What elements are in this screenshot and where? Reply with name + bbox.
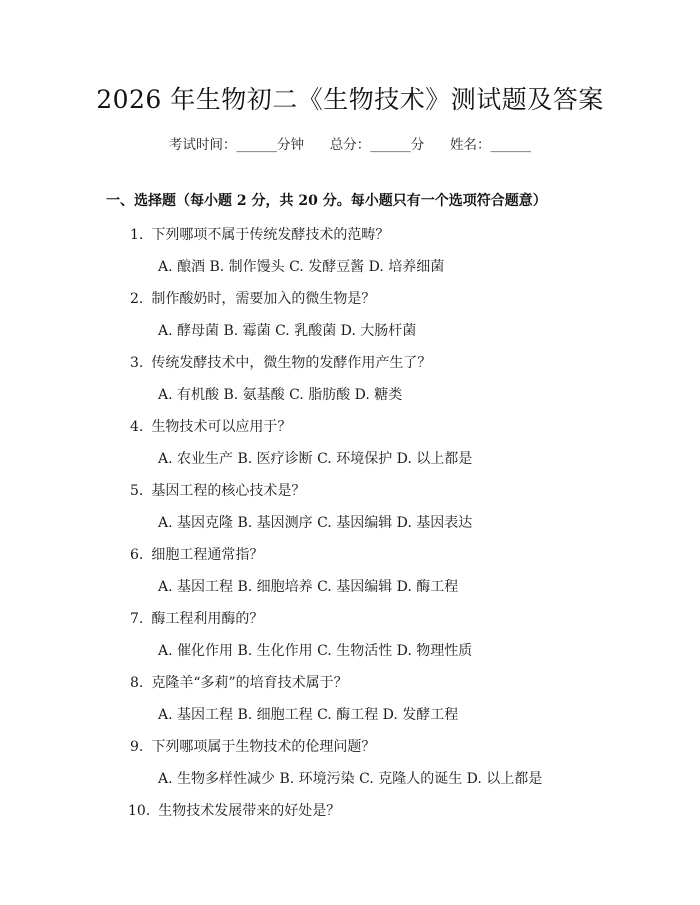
question-number: 3. [130,355,144,371]
question-stem: 克隆羊“多莉”的培育技术属于？ [151,675,348,691]
question-stem: 传统发酵技术中，微生物的发酵作用产生了？ [151,355,432,371]
question-9-options: A. 生物多样性减少 B. 环境污染 C. 克隆人的诞生 D. 以上都是 [158,771,543,787]
question-5 [130,480,305,500]
question-stem: 酶工程利用酶的？ [151,611,264,627]
question-stem: 制作酸奶时，需要加入的微生物是？ [151,291,376,307]
question-5-options: A. 基因克隆 B. 基因测序 C. 基因编辑 D. 基因表达 [158,515,473,531]
question-number: 5. [130,483,144,499]
question-stem: 下列哪项不属于传统发酵技术的范畴？ [151,227,390,243]
section-heading: 一、选择题（每小题 2 分，共 20 分。每小题只有一个选项符合题意） [106,193,547,209]
question-7 [130,608,263,628]
question-stem: 细胞工程通常指？ [151,547,264,563]
question-1 [130,224,389,244]
question-8 [130,672,348,692]
question-1-options: A. 酿酒 B. 制作馒头 C. 发酵豆酱 D. 培养细菌 [158,259,445,275]
question-3-options: A. 有机酸 B. 氨基酸 C. 脂肪酸 D. 糖类 [158,387,403,403]
question-number: 1. [130,227,144,243]
question-stem: 基因工程的核心技术是？ [151,483,306,499]
question-number: 4. [130,419,144,435]
document-title: 2026 年生物初二《生物技术》测试题及答案 [96,85,604,114]
question-8-options: A. 基因工程 B. 细胞工程 C. 酶工程 D. 发酵工程 [158,707,459,723]
question-number: 6. [130,547,144,563]
question-3 [130,352,431,372]
question-10 [128,800,340,820]
question-stem: 下列哪项属于生物技术的伦理问题？ [151,739,376,755]
question-number: 10. [128,803,151,819]
question-6 [130,544,263,564]
question-2 [130,288,375,308]
question-9 [130,736,375,756]
question-number: 2. [130,291,144,307]
question-7-options: A. 催化作用 B. 生化作用 C. 生物活性 D. 物理性质 [158,643,473,659]
question-2-options: A. 酵母菌 B. 霉菌 C. 乳酸菌 D. 大肠杆菌 [158,323,417,339]
question-stem: 生物技术发展带来的好处是？ [158,803,341,819]
question-4 [130,416,291,436]
question-6-options: A. 基因工程 B. 细胞培养 C. 基因编辑 D. 酶工程 [158,579,459,595]
question-4-options: A. 农业生产 B. 医疗诊断 C. 环境保护 D. 以上都是 [158,451,473,467]
question-number: 9. [130,739,144,755]
exam-info-line: 考试时间：______分钟 总分：______分 姓名：______ [169,137,531,153]
question-number: 7. [130,611,144,627]
question-number: 8. [130,675,144,691]
question-stem: 生物技术可以应用于？ [151,419,292,435]
